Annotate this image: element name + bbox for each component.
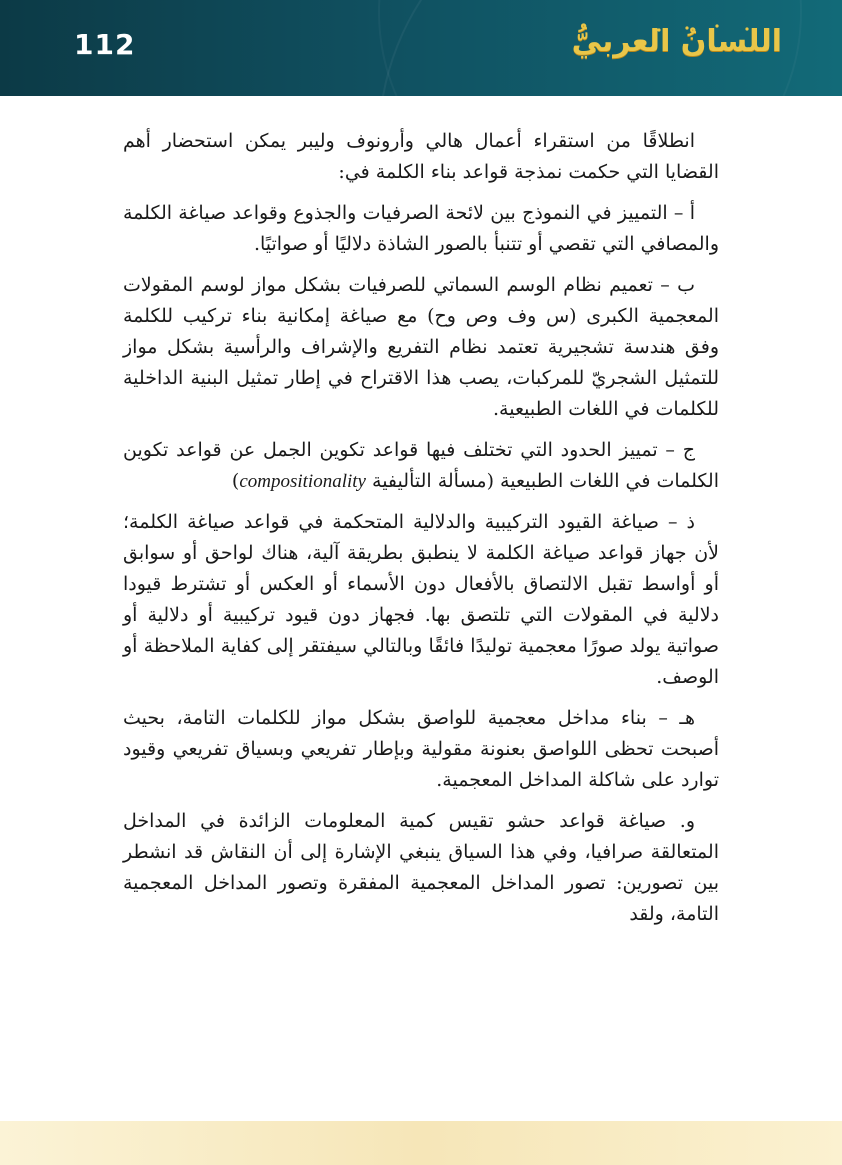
latin-term: compositionality xyxy=(239,471,366,492)
paragraph-d: ذ – صياغة القيود التركيبية والدلالية المتحكمة في قواعد صياغة الكلمة؛ لأن جهاز قواعد صياغة الكلمة لا ينطبق بطريقة آلية، هناك لواحق أو سوابق أو أواسط تقبل الالتصاق بالأفعال دون الأسماء أو العكس أو تشترط قيودا دلالية في المقولات التي تلتصق بها. فجهاز دون قيود تركيبية أو دلالية أو صواتية يولد صورًا معجمية توليدًا فائقًا وبالتالي سيفتقر إلى كفاية الملاحظة أو الوصف. xyxy=(123,511,719,688)
page-footer-band xyxy=(0,1121,842,1165)
paragraph-f: و. صياغة قواعد حشو تقيس كمية المعلومات الزائدة في المداخل المتعالقة صرافيا، وفي هذا السياق ينبغي الإشارة إلى أن النقاش قد انشطر بين تصورين: تصور المداخل المعجمية المفقرة وتصور المداخل المعجمية التامة، ولقد xyxy=(123,810,719,925)
paragraph-a: أ – التمييز في النموذج بين لائحة الصرفيات والجذوع وقواعد صياغة الكلمة والمصافي التي تقصي أو تتنبأ بالصور الشاذة دلاليًا أو صواتيًا. xyxy=(123,202,719,255)
page-number: 112 xyxy=(74,28,136,61)
paragraph-b: ب – تعميم نظام الوسم السماتي للصرفيات بشكل مواز لوسم المقولات المعجمية الكبرى (س وف وص وح) مع صياغة إمكانية بناء تركيب للكلمة وفق هندسة تشجيرية تعتمد نظام التفريع والإشراف والرأسية بشكل مواز للتمثيل الشجريّ للمركبات، يصب هذا الاقتراح في إطار تمثيل البنية الداخلية للكلمات في اللغات الطبيعية. xyxy=(123,274,719,420)
logo-ornament-icon xyxy=(647,20,782,74)
page-header xyxy=(0,0,842,96)
article-body xyxy=(123,126,719,940)
paragraph-c-closing: ) xyxy=(231,470,240,492)
paragraph-intro: انطلاقًا من استقراء أعمال هالي وأرونوف وليبر يمكن استحضار أهم القضايا التي حكمت نمذجة قواعد بناء الكلمة في: xyxy=(123,130,719,183)
paragraph-c-text: ج – تمييز الحدود التي تختلف فيها قواعد تكوين الجمل عن قواعد تكوين الكلمات في اللغات الطبيعية (مسألة التأليفية xyxy=(123,439,719,492)
paragraph-c xyxy=(123,435,719,497)
paragraph-e: هـ – بناء مداخل معجمية للواصق بشكل مواز للكلمات التامة، بحيث أصبحت تحظى اللواصق بعنونة مقولية وبإطار تفريعي وبسياق تفريعي وقيود توارد على شاكلة المداخل المعجمية. xyxy=(123,707,719,791)
journal-logo: اللسانُ العربيُّ xyxy=(571,24,782,59)
